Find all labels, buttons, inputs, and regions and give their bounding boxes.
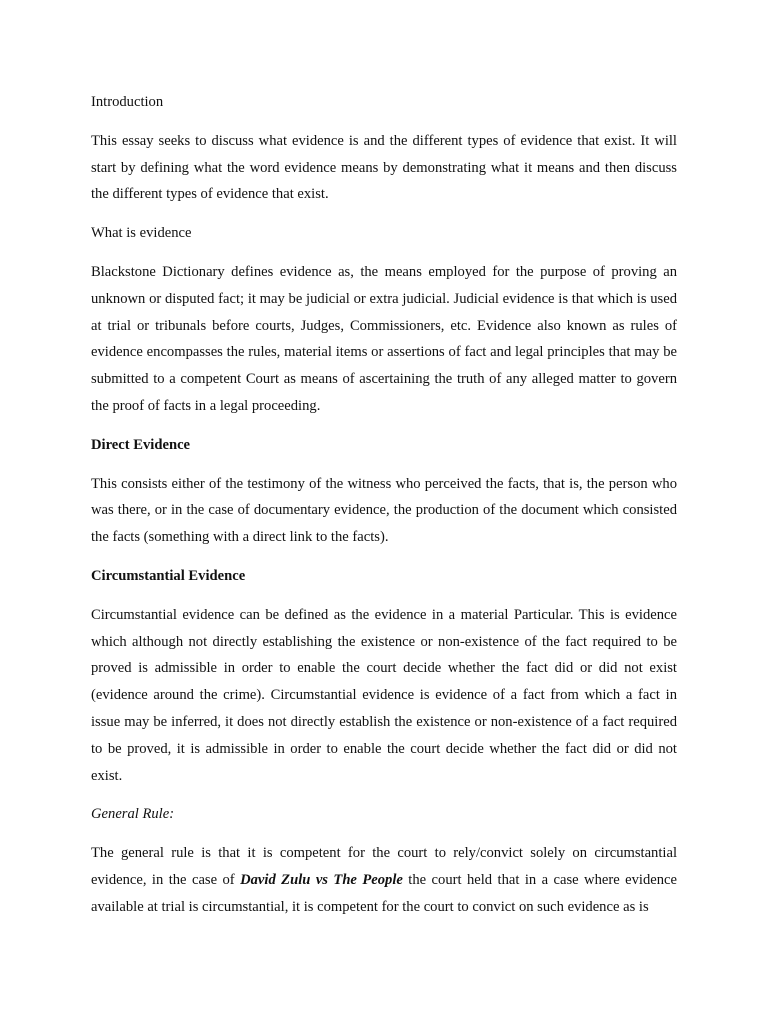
case-name: David Zulu vs The People <box>240 871 403 888</box>
paragraph-what-is-evidence: Blackstone Dictionary defines evidence as, the means employed for the purpose of proving an unknown or disputed fact; it may be judicial or extra judicial. Judicial evidence is that which is used at trial or tribunals before courts, Judges, Commissioners, etc. Evidence also known as rules of evidence encompasses the rules, material items or assertions of fact and legal principles that may be submitted to a competent Court as means of ascertaining the truth of any alleged matter to govern the proof of facts in a legal proceeding. <box>91 263 677 414</box>
section-heading-general-rule: General Rule: <box>91 806 175 823</box>
general-rule-text-end: the court held that in a case where evidence available at trial is circumstantial, it is competent for the court to convict on such evidence as is <box>91 871 677 915</box>
paragraph-introduction: This essay seeks to discuss what evidence is and the different types of evidence that exist. It will start by defining what the word evidence means by demonstrating what it means and then discuss the different types of evidence that exist. <box>91 132 677 203</box>
paragraph-general-rule <box>91 840 677 920</box>
document-body <box>91 89 677 933</box>
general-rule-text-start: The general rule is that it is competent for the court to rely/convict solely on circumstantial evidence, in the case of <box>91 845 677 888</box>
section-heading-introduction: Introduction <box>91 94 164 110</box>
paragraph-circumstantial-evidence: Circumstantial evidence can be defined as the evidence in a material Particular. This is evidence which although not directly establishing the existence or non-existence of the fact required to be proved is admissible in order to enable the court decide whether the fact did or did not exist (evidence around the crime). Circumstantial evidence is evidence of a fact from which a fact in issue may be inferred, it does not directly establish the existence or non-existence of a fact required to be proved, it is admissible in order to enable the court decide whether the fact did or did not exist. <box>91 606 677 784</box>
section-heading-direct-evidence: Direct Evidence <box>91 436 191 453</box>
section-heading-circumstantial-evidence: Circumstantial Evidence <box>91 567 246 584</box>
section-heading-what-is-evidence: What is evidence <box>91 225 192 242</box>
paragraph-direct-evidence: This consists either of the testimony of the witness who perceived the facts, that is, the person who was there, or in the case of documentary evidence, the production of the document which consisted the facts (something with a direct link to the facts). <box>91 475 677 546</box>
